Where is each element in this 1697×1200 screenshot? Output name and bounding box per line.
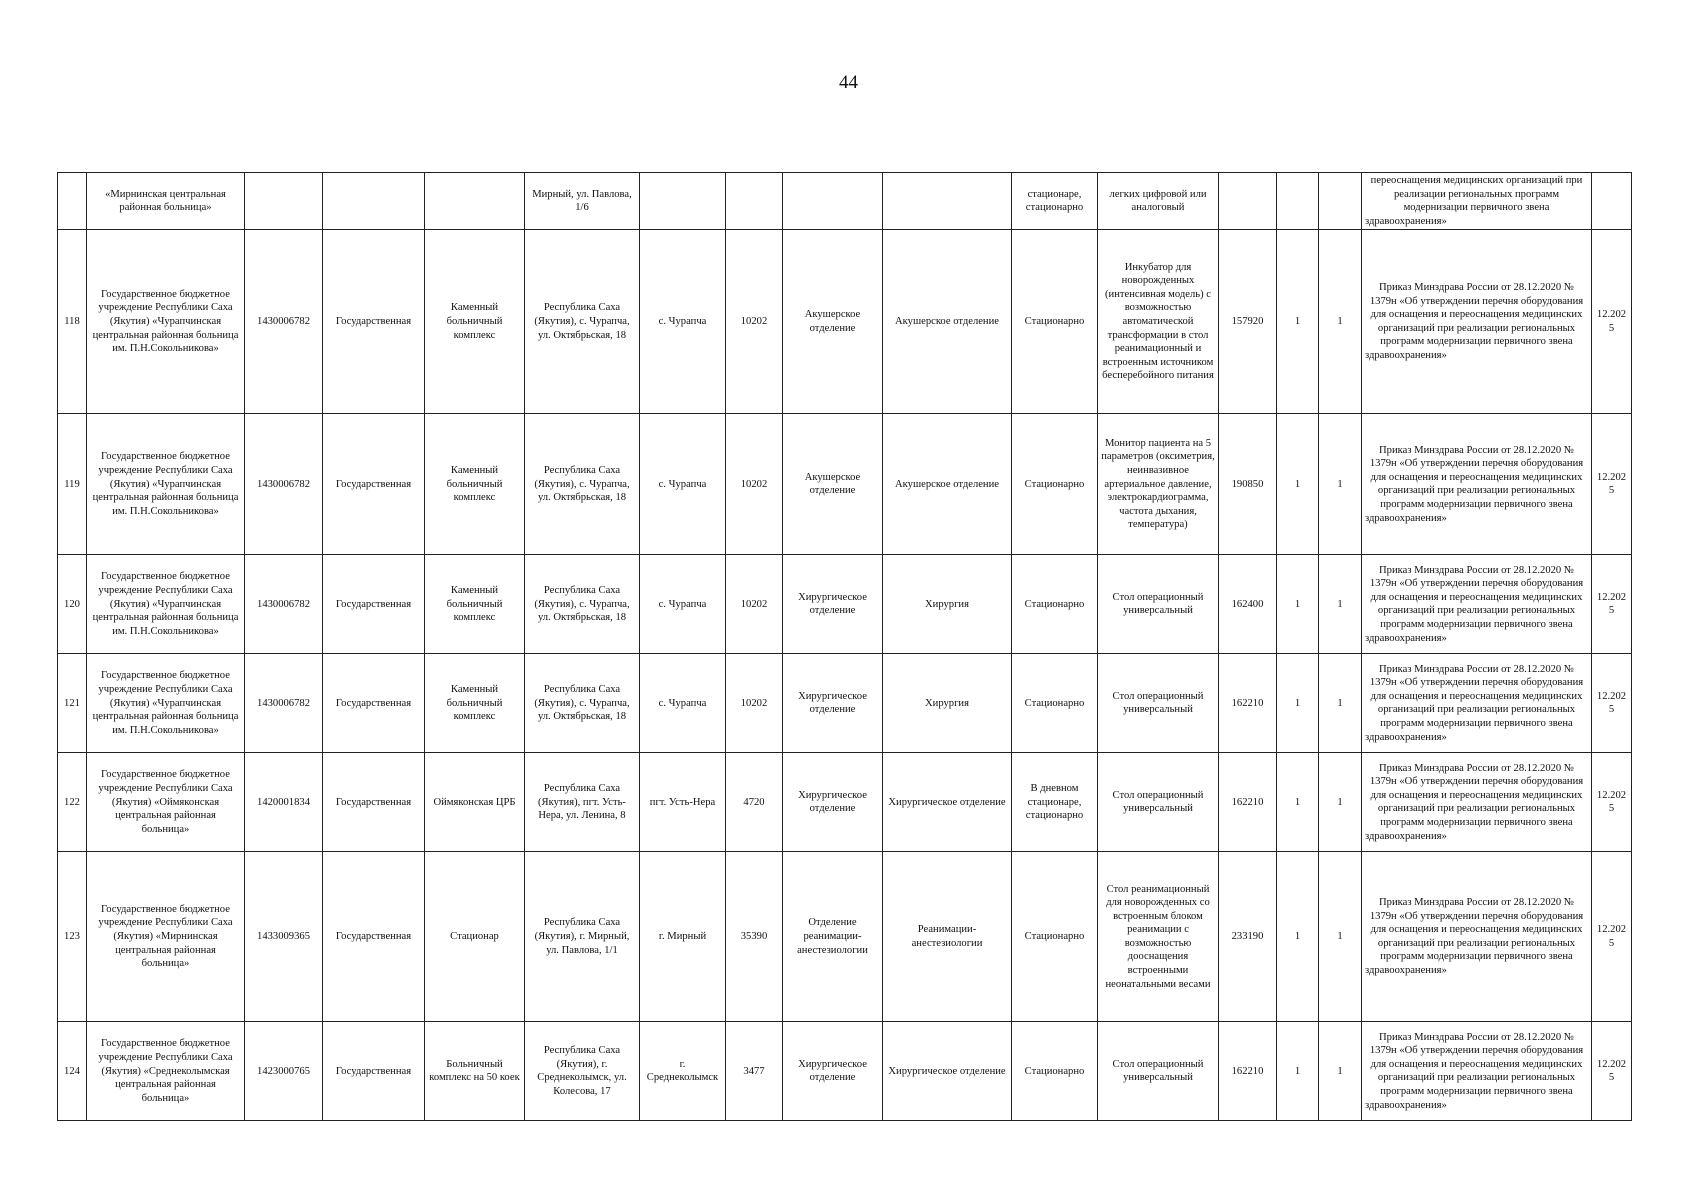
ownership-form-cell: Государственная [323, 852, 425, 1022]
quantity-required-cell: 1 [1277, 654, 1319, 753]
price-cell: 162210 [1219, 654, 1277, 753]
locality-cell: г. Мирный [640, 852, 726, 1022]
organization-name-cell: Государственное бюджетное учреждение Республики Саха (Якутия) «Чурапчинская центральная районная больница им. П.Н.Сокольникова» [87, 555, 245, 654]
legal-basis-cell: Приказ Минздрава России от 28.12.2020 № 1379н «Об утверждении перечня оборудования для оснащения и переоснащения медицинских организаций при реализации региональных программ модернизации первичного звена здравоохранения» [1362, 555, 1592, 654]
inn-code-cell [245, 173, 323, 230]
quantity-planned-cell: 1 [1319, 753, 1362, 852]
care-conditions-cell: Стационарно [1012, 555, 1098, 654]
building-name-cell: Больничный комплекс на 50 коек [425, 1022, 525, 1121]
medical-profile-cell: Хирургическое отделение [883, 1022, 1012, 1121]
inn-code-cell: 1420001834 [245, 753, 323, 852]
row-number-cell: 124 [58, 1022, 87, 1121]
quantity-planned-cell: 1 [1319, 1022, 1362, 1121]
care-conditions-cell: Стационарно [1012, 852, 1098, 1022]
organization-name-cell: Государственное бюджетное учреждение Республики Саха (Якутия) «Чурапчинская центральная районная больница им. П.Н.Сокольникова» [87, 230, 245, 414]
address-cell: Республика Саха (Якутия), с. Чурапча, ул. Октябрьская, 18 [525, 230, 640, 414]
table-row [58, 173, 1632, 230]
ownership-form-cell: Государственная [323, 654, 425, 753]
address-cell: Республика Саха (Якутия), г. Среднеколымск, ул. Колесова, 17 [525, 1022, 640, 1121]
quantity-planned-cell: 1 [1319, 654, 1362, 753]
organization-name-cell: Государственное бюджетное учреждение Республики Саха (Якутия) «Чурапчинская центральная районная больница им. П.Н.Сокольникова» [87, 654, 245, 753]
quantity-planned-cell: 1 [1319, 555, 1362, 654]
legal-basis-cell: Приказ Минздрава России от 28.12.2020 № 1379н «Об утверждении перечня оборудования для оснащения и переоснащения медицинских организаций при реализации региональных программ модернизации первичного звена здравоохранения» [1362, 230, 1592, 414]
legal-basis-cell: Приказ Минздрава России от 28.12.2020 № 1379н «Об утверждении перечня оборудования для оснащения и переоснащения медицинских организаций при реализации региональных программ модернизации первичного звена здравоохранения» [1362, 414, 1592, 555]
quantity-required-cell: 1 [1277, 852, 1319, 1022]
legal-basis-cell: Приказ Минздрава России от 28.12.2020 № 1379н «Об утверждении перечня оборудования для оснащения и переоснащения медицинских организаций при реализации региональных программ модернизации первичного звена здравоохранения» [1362, 753, 1592, 852]
equipment-name-cell: Монитор пациента на 5 параметров (оксиметрия, неинвазивное артериальное давление, электрокардиограмма, частота дыхания, температура) [1098, 414, 1219, 555]
department-cell: Хирургическое отделение [783, 555, 883, 654]
row-number-cell: 121 [58, 654, 87, 753]
inn-code-cell: 1433009365 [245, 852, 323, 1022]
row-number-cell [58, 173, 87, 230]
address-cell: Мирный, ул. Павлова, 1/6 [525, 173, 640, 230]
organization-name-cell: «Мирнинская центральная районная больница» [87, 173, 245, 230]
ownership-form-cell [323, 173, 425, 230]
inn-code-cell: 1430006782 [245, 654, 323, 753]
organization-name-cell: Государственное бюджетное учреждение Республики Саха (Якутия) «Мирнинская центральная районная больница» [87, 852, 245, 1022]
equipment-table [57, 172, 1632, 1121]
address-cell: Республика Саха (Якутия), с. Чурапча, ул. Октябрьская, 18 [525, 555, 640, 654]
ownership-form-cell: Государственная [323, 753, 425, 852]
table-row [58, 654, 1632, 753]
delivery-date-cell: 12.2025 [1592, 753, 1632, 852]
care-conditions-cell: Стационарно [1012, 654, 1098, 753]
quantity-planned-cell: 1 [1319, 852, 1362, 1022]
price-cell: 157920 [1219, 230, 1277, 414]
care-conditions-cell: В дневном стационаре, стационарно [1012, 753, 1098, 852]
oktmo-code-cell: 3477 [726, 1022, 783, 1121]
locality-cell: с. Чурапча [640, 555, 726, 654]
inn-code-cell: 1423000765 [245, 1022, 323, 1121]
quantity-planned-cell [1319, 173, 1362, 230]
delivery-date-cell: 12.2025 [1592, 654, 1632, 753]
ownership-form-cell: Государственная [323, 1022, 425, 1121]
equipment-name-cell: Инкубатор для новорожденных (интенсивная модель) с возможностью автоматической трансформации в стол реанимационный и встроенным источником бесперебойного питания [1098, 230, 1219, 414]
oktmo-code-cell: 10202 [726, 230, 783, 414]
locality-cell [640, 173, 726, 230]
quantity-required-cell: 1 [1277, 230, 1319, 414]
quantity-required-cell [1277, 173, 1319, 230]
locality-cell: с. Чурапча [640, 414, 726, 555]
ownership-form-cell: Государственная [323, 230, 425, 414]
care-conditions-cell: стационаре, стационарно [1012, 173, 1098, 230]
price-cell: 162210 [1219, 1022, 1277, 1121]
table-row [58, 852, 1632, 1022]
building-name-cell: Каменный больничный комплекс [425, 654, 525, 753]
oktmo-code-cell: 10202 [726, 654, 783, 753]
row-number-cell: 118 [58, 230, 87, 414]
equipment-name-cell: Стол операционный универсальный [1098, 654, 1219, 753]
quantity-required-cell: 1 [1277, 753, 1319, 852]
inn-code-cell: 1430006782 [245, 555, 323, 654]
delivery-date-cell: 12.2025 [1592, 852, 1632, 1022]
building-name-cell: Стационар [425, 852, 525, 1022]
row-number-cell: 122 [58, 753, 87, 852]
care-conditions-cell: Стационарно [1012, 230, 1098, 414]
medical-profile-cell: Акушерское отделение [883, 414, 1012, 555]
organization-name-cell: Государственное бюджетное учреждение Республики Саха (Якутия) «Чурапчинская центральная районная больница им. П.Н.Сокольникова» [87, 414, 245, 555]
address-cell: Республика Саха (Якутия), г. Мирный, ул. Павлова, 1/1 [525, 852, 640, 1022]
equipment-name-cell: Стол операционный универсальный [1098, 1022, 1219, 1121]
quantity-required-cell: 1 [1277, 555, 1319, 654]
care-conditions-cell: Стационарно [1012, 414, 1098, 555]
oktmo-code-cell: 4720 [726, 753, 783, 852]
equipment-name-cell: Стол реанимационный для новорожденных со встроенным блоком реанимации с возможностью дооснащения встроенными неонатальными весами [1098, 852, 1219, 1022]
row-number-cell: 120 [58, 555, 87, 654]
inn-code-cell: 1430006782 [245, 414, 323, 555]
equipment-name-cell: легких цифровой или аналоговый [1098, 173, 1219, 230]
department-cell: Акушерское отделение [783, 230, 883, 414]
price-cell: 162400 [1219, 555, 1277, 654]
inn-code-cell: 1430006782 [245, 230, 323, 414]
building-name-cell: Каменный больничный комплекс [425, 230, 525, 414]
medical-profile-cell [883, 173, 1012, 230]
equipment-name-cell: Стол операционный универсальный [1098, 753, 1219, 852]
delivery-date-cell: 12.2025 [1592, 230, 1632, 414]
building-name-cell: Оймяконская ЦРБ [425, 753, 525, 852]
locality-cell: пгт. Усть-Нера [640, 753, 726, 852]
table-row [58, 753, 1632, 852]
table-row [58, 555, 1632, 654]
organization-name-cell: Государственное бюджетное учреждение Республики Саха (Якутия) «Оймяконская центральная районная больница» [87, 753, 245, 852]
address-cell: Республика Саха (Якутия), пгт. Усть-Нера, ул. Ленина, 8 [525, 753, 640, 852]
quantity-required-cell: 1 [1277, 1022, 1319, 1121]
building-name-cell: Каменный больничный комплекс [425, 555, 525, 654]
organization-name-cell: Государственное бюджетное учреждение Республики Саха (Якутия) «Среднеколымская центральная районная больница» [87, 1022, 245, 1121]
table-row [58, 1022, 1632, 1121]
delivery-date-cell: 12.2025 [1592, 555, 1632, 654]
delivery-date-cell: 12.2025 [1592, 1022, 1632, 1121]
building-name-cell [425, 173, 525, 230]
medical-profile-cell: Хирургия [883, 654, 1012, 753]
address-cell: Республика Саха (Якутия), с. Чурапча, ул. Октябрьская, 18 [525, 414, 640, 555]
legal-basis-cell: Приказ Минздрава России от 28.12.2020 № 1379н «Об утверждении перечня оборудования для оснащения и переоснащения медицинских организаций при реализации региональных программ модернизации первичного звена здравоохранения» [1362, 654, 1592, 753]
table-row [58, 230, 1632, 414]
oktmo-code-cell [726, 173, 783, 230]
row-number-cell: 123 [58, 852, 87, 1022]
building-name-cell: Каменный больничный комплекс [425, 414, 525, 555]
locality-cell: г. Среднеколымск [640, 1022, 726, 1121]
department-cell: Отделение реанимации-анестезиологии [783, 852, 883, 1022]
price-cell: 190850 [1219, 414, 1277, 555]
oktmo-code-cell: 10202 [726, 555, 783, 654]
ownership-form-cell: Государственная [323, 555, 425, 654]
legal-basis-cell: Приказ Минздрава России от 28.12.2020 № 1379н «Об утверждении перечня оборудования для оснащения и переоснащения медицинских организаций при реализации региональных программ модернизации первичного звена здравоохранения» [1362, 852, 1592, 1022]
legal-basis-cell: переоснащения медицинских организаций при реализации региональных программ модернизации первичного звена здравоохранения» [1362, 173, 1592, 230]
medical-profile-cell: Хирургическое отделение [883, 753, 1012, 852]
department-cell [783, 173, 883, 230]
care-conditions-cell: Стационарно [1012, 1022, 1098, 1121]
department-cell: Хирургическое отделение [783, 654, 883, 753]
delivery-date-cell: 12.2025 [1592, 414, 1632, 555]
quantity-planned-cell: 1 [1319, 414, 1362, 555]
department-cell: Акушерское отделение [783, 414, 883, 555]
department-cell: Хирургическое отделение [783, 753, 883, 852]
equipment-name-cell: Стол операционный универсальный [1098, 555, 1219, 654]
page-number: 44 [839, 72, 858, 93]
price-cell: 162210 [1219, 753, 1277, 852]
ownership-form-cell: Государственная [323, 414, 425, 555]
medical-profile-cell: Хирургия [883, 555, 1012, 654]
oktmo-code-cell: 10202 [726, 414, 783, 555]
medical-profile-cell: Акушерское отделение [883, 230, 1012, 414]
table-row [58, 414, 1632, 555]
legal-basis-cell: Приказ Минздрава России от 28.12.2020 № 1379н «Об утверждении перечня оборудования для оснащения и переоснащения медицинских организаций при реализации региональных программ модернизации первичного звена здравоохранения» [1362, 1022, 1592, 1121]
oktmo-code-cell: 35390 [726, 852, 783, 1022]
department-cell: Хирургическое отделение [783, 1022, 883, 1121]
locality-cell: с. Чурапча [640, 230, 726, 414]
medical-profile-cell: Реанимации-анестезиологии [883, 852, 1012, 1022]
address-cell: Республика Саха (Якутия), с. Чурапча, ул. Октябрьская, 18 [525, 654, 640, 753]
price-cell [1219, 173, 1277, 230]
quantity-required-cell: 1 [1277, 414, 1319, 555]
locality-cell: с. Чурапча [640, 654, 726, 753]
delivery-date-cell [1592, 173, 1632, 230]
row-number-cell: 119 [58, 414, 87, 555]
quantity-planned-cell: 1 [1319, 230, 1362, 414]
price-cell: 233190 [1219, 852, 1277, 1022]
